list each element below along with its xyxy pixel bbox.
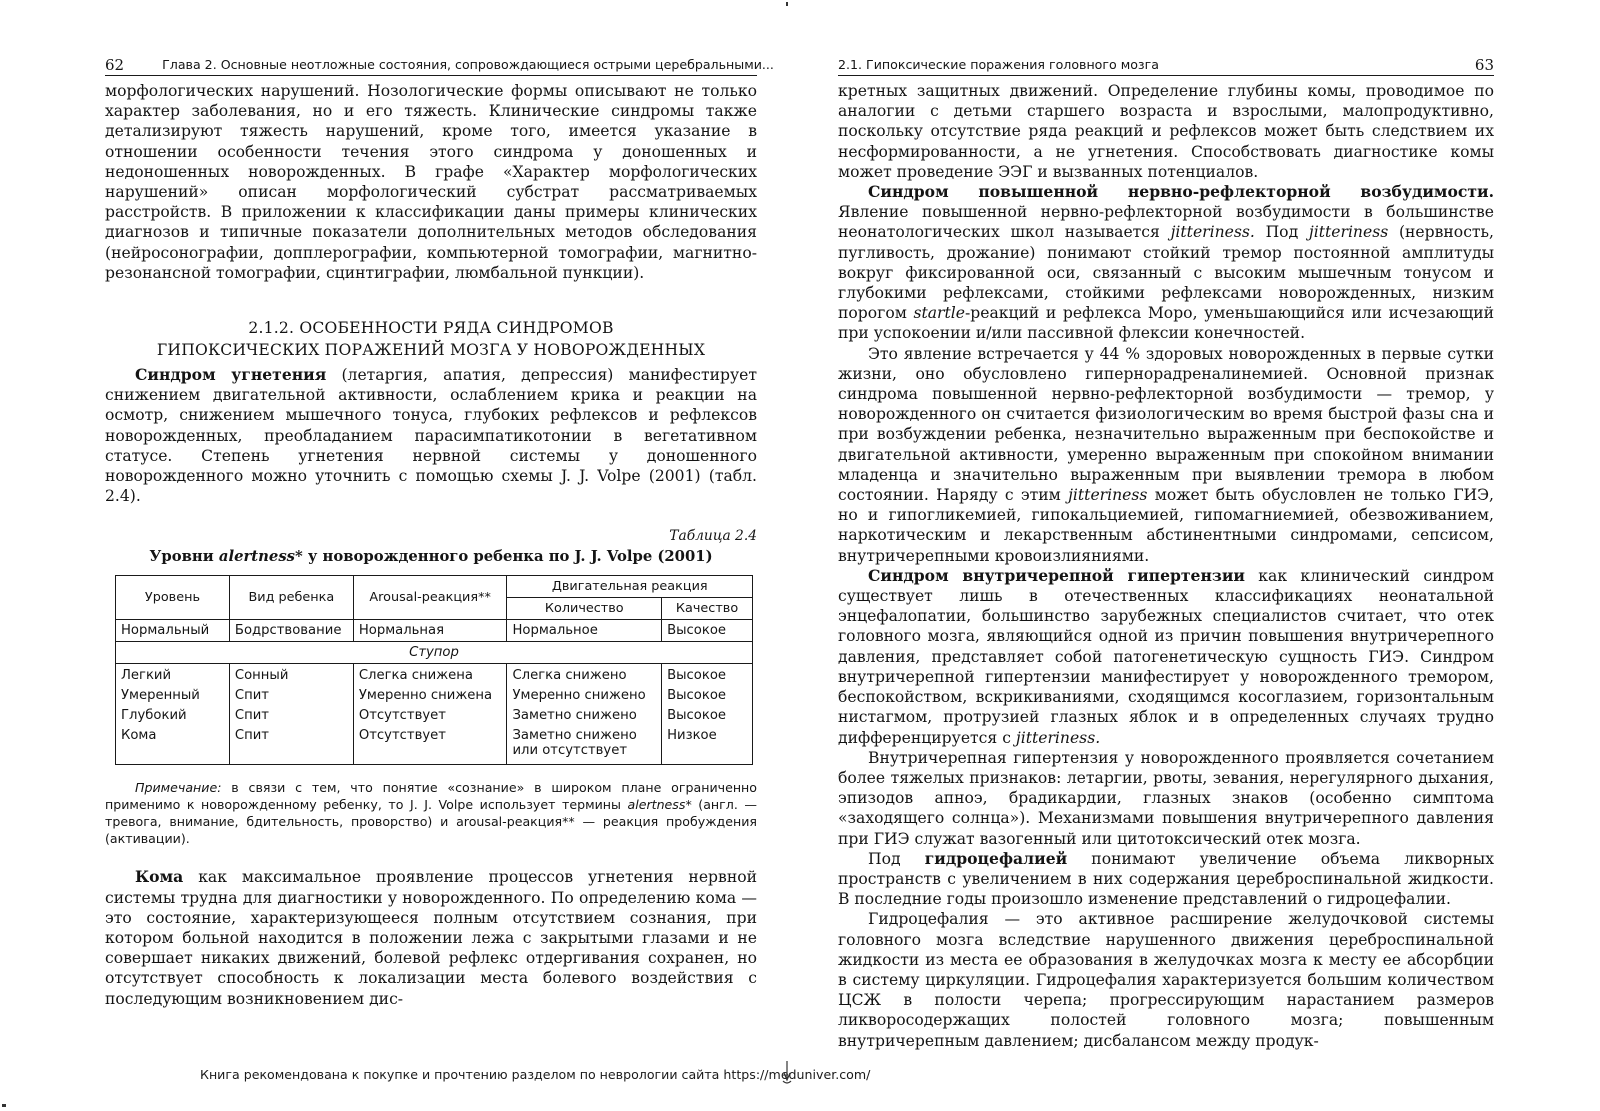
table-cell: Высокое	[662, 706, 753, 726]
table-row	[116, 620, 753, 642]
table-row	[116, 664, 753, 687]
paragraph-text: -реакций и рефлекса Моро, уменьшающийся или исчезающий при успокоении и/или пассивной флексии конечностей.	[838, 304, 1495, 343]
term-bold: Кома	[135, 867, 184, 887]
note-text: в связи с тем, что понятие «сознание» в широком плане ограниченно применимо к новорожденному ребенку, то J. J. Volpe использует термины	[105, 780, 757, 813]
table-cell: Умеренный	[116, 686, 230, 706]
term-italic: startle	[913, 304, 965, 323]
paragraph-text: понимают увеличение объема ликворных пространств с увеличением в них содержания цереброспинальной жидкости. В последние годы произошло изменение представлений о гидроцефалии.	[838, 849, 1494, 909]
table-row	[116, 642, 753, 664]
paragraph-text: Под	[1254, 223, 1309, 242]
paragraph: Гидроцефалия — это активное расширение желудочковой системы головного мозга вследствие нарушенного движения цереброспинальной жидкости из места ее образования в желудочках мозга к месту ее абсорбции в систему циркуляции. Гидроцефалия характеризуется большим количеством ЦСЖ в полости черепа; прогрессирующим нарастанием размеров ликворосодержащих полостей головного мозга; повышенным внутричерепным давлением; дисбалансом между продук-	[838, 910, 1494, 1050]
table-cell: Заметно снижено или отсутствует	[507, 726, 662, 765]
running-title: Глава 2. Основные неотложные состояния, сопровождающиеся острыми церебральными...	[162, 57, 774, 72]
table-group-label: Ступор	[116, 642, 753, 664]
term-bold: Синдром внутричерепной гипертензии	[868, 565, 1245, 585]
footer-note: Книга рекомендована к покупке и прочтению разделом по неврологии сайта https://meduniver.com/	[200, 1067, 871, 1082]
right-page	[838, 58, 1494, 1051]
book-mark-icon	[780, 1060, 794, 1086]
table-row	[116, 686, 753, 706]
column-header: Качество	[662, 598, 753, 620]
paragraph-text: может быть обусловлен не только ГИЭ, но и гипогликемией, гипокальциемией, гипомагниемией, обезвоживанием, наркотическим и лекарственным абстинентными синдромами, сепсисом, внутричерепными кровоизлияниями.	[838, 486, 1495, 565]
note-text: * (англ. — тревога, внимание, бдительность, проворство) и arousal-реакция** — реакция пробуждения (активации).	[105, 797, 757, 847]
table-title-italic: alertness	[218, 548, 295, 566]
table-title-text: * у новорожденного ребенка по J. J. Volpe (2001)	[294, 548, 713, 566]
section-heading	[105, 317, 757, 361]
table-cell: Высокое	[662, 620, 753, 642]
paragraph-text: как максимальное проявление процессов угнетения нервной системы трудна для диагностики у новорожденного. По определению кома — это состояние, характеризующееся полным отсутствием сознания, при котором больной находится в положении лежа с закрытыми глазами и не совершает никаких движений, болевой рефлекс отдергивания сохранен, но отсутствует способность к локализации места болевого воздействия с последующим возникновением дис-	[105, 868, 757, 1008]
table-label: Таблица 2.4	[669, 528, 757, 545]
table-cell: Спит	[229, 706, 353, 726]
table-cell: Легкий	[116, 664, 230, 687]
running-title: 2.1. Гипоксические поражения головного мозга	[838, 57, 1159, 72]
term-italic: jitteriness	[1068, 486, 1148, 505]
term-bold: Синдром повышенной нервно-рефлекторной возбудимости.	[868, 182, 1494, 202]
table-cell: Отсутствует	[353, 706, 507, 726]
table-cell: Бодрствование	[229, 620, 353, 642]
table-title	[105, 548, 757, 565]
paragraph-text: (нервность, пугливость, дрожание) понимают стойкий тремор постоянной амплитуды вокруг фиксированной оси, связанный с высоким мышечным тонусом и глубокими рефлексами, стойкими рефлексами новорожденных, низким порогом	[838, 223, 1494, 323]
table-cell: Нормальная	[353, 620, 507, 642]
table-cell: Нормальный	[116, 620, 230, 642]
table-cell: Отсутствует	[353, 726, 507, 765]
scan-artifact	[786, 2, 788, 6]
page-number: 62	[105, 56, 125, 74]
column-header: Arousal-реакция**	[353, 576, 507, 620]
paragraph	[838, 344, 1494, 566]
term-bold: гидроцефалией	[924, 848, 1068, 868]
table-row	[116, 706, 753, 726]
column-header: Количество	[507, 598, 662, 620]
table-cell: Спит	[229, 686, 353, 706]
table-cell: Слегка снижена	[353, 664, 507, 687]
paragraph-text: Это явление встречается у 44 % здоровых новорожденных в первые сутки жизни, оно обусловлено гипернорадреналинемией. Основной признак синдрома повышенной нервно-рефлекторной возбудимости — тремор, у новорожденного он считается физиологическим во время быстрой фазы сна и при возбуждении ребенка, незначительно выраженным при беспокойстве и двигательной активности, умеренно выраженным при спокойном внимании младенца и значительно выраженным при выявлении тремора в любом состоянии. Наряду с этим	[838, 344, 1494, 505]
column-header: Двигательная реакция	[507, 576, 753, 598]
paragraph-text: (летаргия, апатия, депрессия) манифестирует снижением двигательной активности, ослаблением крика и реакции на осмотр, снижением мышечного тонуса, глубоких рефлексов и рефлексов новорожденных, преобладанием парасимпатикотонии в вегетативном статусе. Степень угнетения нервной системы у доношенного новорожденного можно уточнить с помощью схемы J. J. Volpe (2001) (табл. 2.4).	[105, 366, 757, 506]
table-row	[116, 726, 753, 765]
term-italic: jitteriness.	[1170, 223, 1255, 242]
paragraph	[838, 566, 1494, 748]
paragraph	[105, 365, 757, 506]
paragraph-text: Явление повышенной нервно-рефлекторной возбудимости в большинстве неонатологических школ называется	[838, 203, 1494, 242]
term-bold: Синдром угнетения	[135, 365, 327, 385]
table-cell: Умеренно снижена	[353, 686, 507, 706]
note-italic: alertness	[627, 797, 686, 813]
column-header: Вид ребенка	[229, 576, 353, 620]
table-cell: Слегка снижено	[507, 664, 662, 687]
alertness-table	[115, 575, 753, 765]
running-header	[838, 58, 1494, 76]
paragraph	[838, 182, 1494, 344]
table-title-text: Уровни	[149, 548, 219, 566]
paragraph: морфологических нарушений. Нозологические формы описывают не только характер заболевания, но и его тяжесть. Клинические синдромы также детализируют тяжесть нарушений, кроме того, имеется указание в отношении особенности течения этого синдрома у доношенных и недоношенных новорожденных. В графе «Характер морфологических нарушений» описан морфологический субстрат рассматриваемых расстройств. В приложении к классификации даны примеры клинических диагнозов и типичные показатели дополнительных методов обследования (нейросонографии, допплерографии, компьютерной томографии, магнитно-резонансной томографии, сцинтиграфии, люмбальной пункции).	[105, 82, 757, 282]
paragraph	[838, 849, 1494, 910]
running-header	[105, 56, 774, 76]
table-cell: Высокое	[662, 664, 753, 687]
left-page	[105, 56, 774, 1009]
note-label: Примечание:	[135, 780, 222, 796]
section-heading-line: 2.1.2. ОСОБЕННОСТИ РЯДА СИНДРОМОВ	[248, 319, 614, 338]
table-note	[105, 779, 757, 847]
scan-artifact	[2, 1104, 6, 1107]
paragraph	[105, 867, 757, 1008]
table-cell: Высокое	[662, 686, 753, 706]
table-cell: Заметно снижено	[507, 706, 662, 726]
table-cell: Сонный	[229, 664, 353, 687]
table-cell: Нормальное	[507, 620, 662, 642]
table-cell: Низкое	[662, 726, 753, 765]
table-cell: Спит	[229, 726, 353, 765]
paragraph-text: как клинический синдром существует лишь в отечественных классификациях неонатальной энцефалопатии, большинство зарубежных специалистов считает, что отек головного мозга, являющийся одной из причин повышения внутричерепного давления, представляет собой патогенетическую сущность ГИЭ. Синдром внутричерепной гипертензии манифестирует у новорожденного тремором, беспокойством, вскрикиваниями, сходящимся косоглазием, горизонтальным нистагмом, протрузией глазных яблок и в определенных случаях трудно дифференцируется с	[838, 566, 1494, 747]
column-header: Уровень	[116, 576, 230, 620]
section-heading-line: ГИПОКСИЧЕСКИХ ПОРАЖЕНИЙ МОЗГА У НОВОРОЖДЕННЫХ	[156, 341, 706, 360]
term-italic: jitteriness.	[1015, 728, 1101, 747]
paragraph-text: Под	[868, 849, 925, 868]
paragraph: Внутричерепная гипертензия у новорожденного проявляется сочетанием более тяжелых признаков: летаргии, рвоты, зевания, нерегулярного дыхания, эпизодов апноэ, брадикардии, глазных знаков (особенно симптома «заходящего солнца»). Механизмами повышения внутричерепного давления при ГИЭ служат вазогенный или цитотоксический отек мозга.	[838, 748, 1494, 848]
table-cell: Умеренно снижено	[507, 686, 662, 706]
table-cell: Глубокий	[116, 706, 230, 726]
term-italic: jitteriness	[1308, 223, 1389, 242]
page-number: 63	[1474, 56, 1494, 74]
table-cell: Кома	[116, 726, 230, 765]
paragraph: кретных защитных движений. Определение глубины комы, проводимое по аналогии с детьми старшего возраста и взрослыми, малопродуктивно, поскольку отсутствие ряда реакций и рефлексов может быть следствием их несформированности, а не угнетения. Способствовать диагностике комы может проведение ЭЭГ и вызванных потенциалов.	[838, 82, 1494, 181]
